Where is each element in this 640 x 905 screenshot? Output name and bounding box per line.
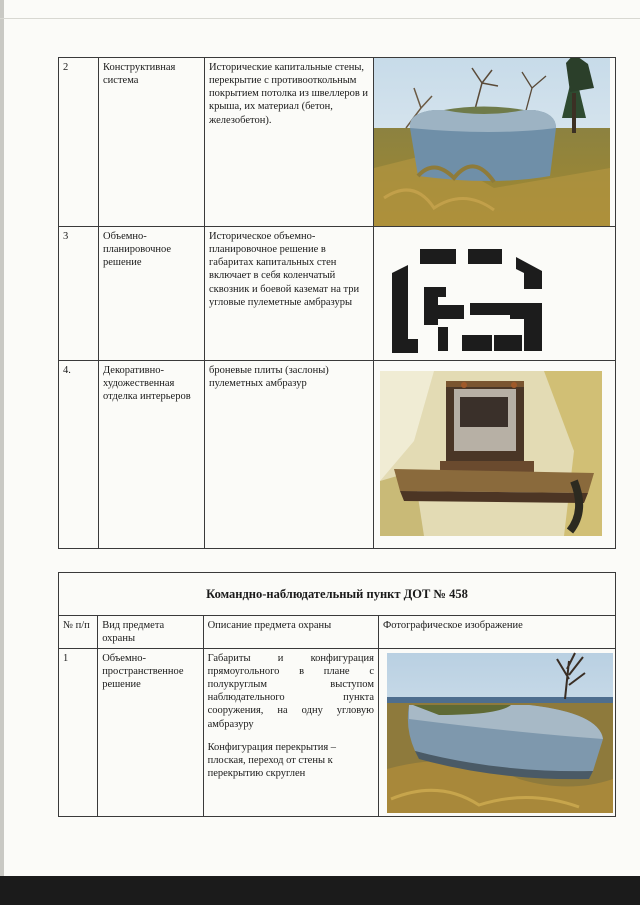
table-header-row bbox=[59, 615, 616, 648]
row-number: 1 bbox=[59, 648, 98, 816]
table-row bbox=[59, 648, 616, 816]
scan-artifact-line bbox=[0, 18, 640, 19]
command-post-protection-table bbox=[58, 572, 616, 817]
subject-description: Историческое объемно-планировочное решение в габаритах капитальных стен включает в себя коленчатый сквозник и боевой каземат на три угловые пулеметные амбразуры bbox=[205, 227, 374, 361]
table-row bbox=[59, 361, 616, 549]
table-title-row bbox=[59, 573, 616, 616]
subject-description: броневые плиты (заслоны) пулеметных амбразур bbox=[205, 361, 374, 549]
subject-type: Объемно-планировочное решение bbox=[99, 227, 205, 361]
row-number: 2 bbox=[59, 58, 99, 227]
row-number: 3 bbox=[59, 227, 99, 361]
floor-plan-image bbox=[374, 227, 610, 360]
photo-cell bbox=[374, 58, 616, 227]
table-title: Командно-наблюдательный пункт ДОТ № 458 bbox=[59, 573, 616, 616]
subject-type: Конструктивная система bbox=[99, 58, 205, 227]
description-paragraph: Габариты и конфигурация прямоугольного в плане с полукруглым выступом наблюдательного пункта сооружения, на одну угловую амбразуру bbox=[207, 652, 374, 730]
table-row bbox=[59, 227, 616, 361]
subject-description bbox=[203, 648, 378, 816]
subject-type: Декоративно-художественная отделка интерьеров bbox=[99, 361, 205, 549]
subject-type: Объемно-пространственное решение bbox=[98, 648, 203, 816]
description-paragraph: Конфигурация перекрытия – плоская, переход от стены к перекрытию скруглен bbox=[207, 741, 337, 779]
armor-plate-photo bbox=[374, 361, 610, 548]
bunker-exterior-photo bbox=[374, 58, 610, 226]
command-post-photo bbox=[379, 649, 615, 816]
table-row bbox=[59, 58, 616, 227]
scan-edge-shadow bbox=[0, 0, 4, 876]
photo-cell bbox=[374, 227, 616, 361]
subject-description: Исторические капитальные стены, перекрытие с противооткольным покрытием потолка из швеллеров и крыша, их материал (бетон, железобетон). bbox=[205, 58, 374, 227]
header-name: Вид предмета охраны bbox=[98, 615, 203, 648]
header-photo: Фотографическое изображение bbox=[379, 615, 616, 648]
header-description: Описание предмета охраны bbox=[203, 615, 378, 648]
protection-subjects-table-continued bbox=[58, 57, 616, 549]
header-num: № п/п bbox=[59, 615, 98, 648]
row-number: 4. bbox=[59, 361, 99, 549]
photo-cell bbox=[379, 648, 616, 816]
photo-cell bbox=[374, 361, 616, 549]
